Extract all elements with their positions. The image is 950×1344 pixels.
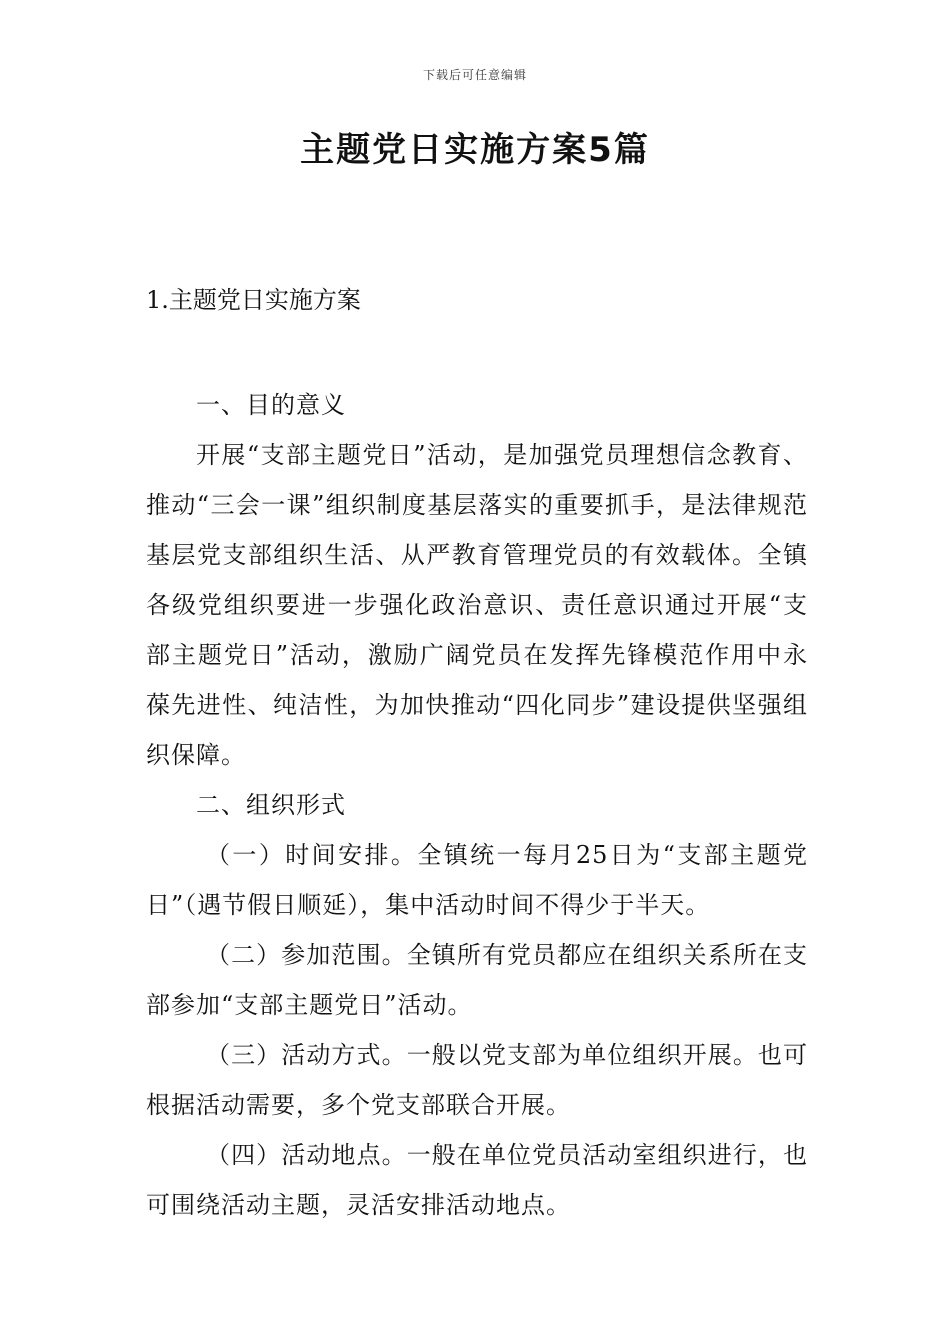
section1-heading: 一、目的意义 <box>196 391 346 419</box>
section2-item-method: （三）活动方式。一般以党支部为单位组织开展。也可根据活动需要，多个党支部联合开展。 <box>146 1041 808 1119</box>
document-title: 主题党日实施方案5篇 <box>300 130 650 170</box>
section2-item-time: （一）时间安排。全镇统一每月25日为“支部主题党日”（遇节假日顺延），集中活动时间不得少于半天。 <box>146 841 808 919</box>
section1-paragraph: 开展“支部主题党日”活动，是加强党员理想信念教育、推动“三会一课”组织制度基层落实的重要抓手，是法律规范基层党支部组织生活、从严教育管理党员的有效载体。全镇各级党组织要进一步强化政治意识、责任意识通过开展“支部主题党日”活动，激励广阔党员在发挥先锋模范作用中永葆先进性、纯洁性，为加快推动“四化同步”建设提供坚强组织保障。 <box>146 441 808 769</box>
header-watermark: 下载后可任意编辑 <box>422 68 527 82</box>
section2-heading: 二、组织形式 <box>196 791 346 819</box>
document-subtitle: 1.主题党日实施方案 <box>146 286 361 314</box>
document-body <box>146 380 808 1230</box>
section2-item-scope: （二）参加范围。全镇所有党员都应在组织关系所在支部参加“支部主题党日”活动。 <box>146 941 808 1019</box>
section2-item-location: （四）活动地点。一般在单位党员活动室组织进行，也可围绕活动主题，灵活安排活动地点。 <box>146 1141 808 1219</box>
